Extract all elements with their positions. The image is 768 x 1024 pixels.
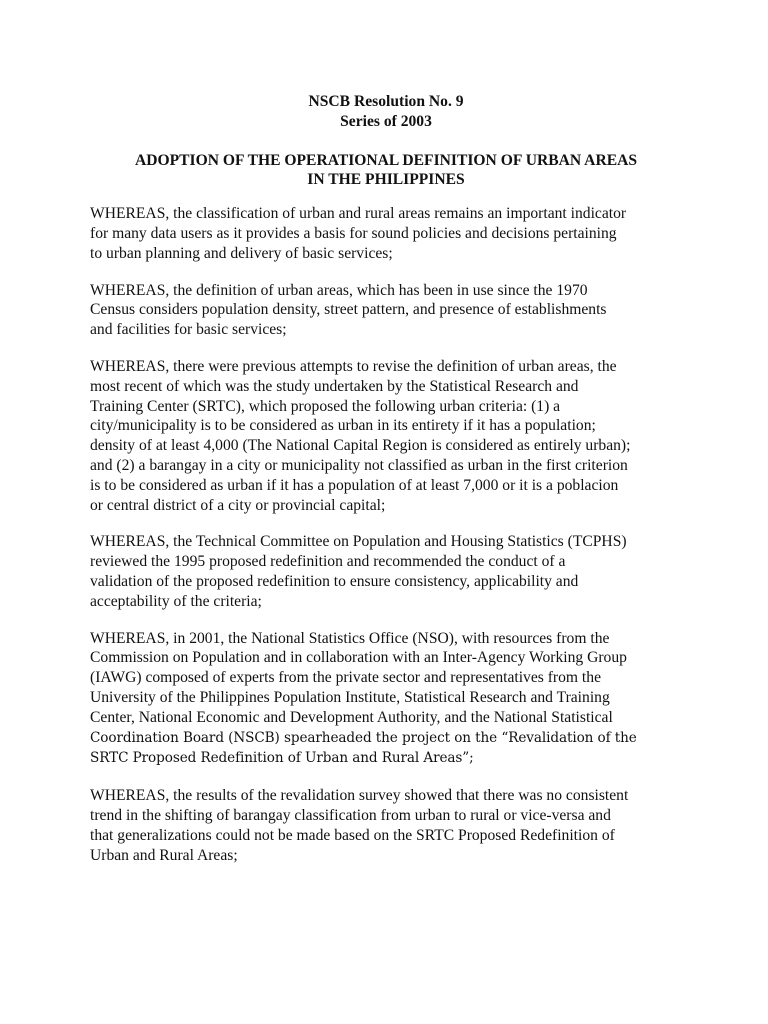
whereas-paragraph-5-main: WHEREAS, in 2001, the National Statistics Office (NSO), with resources from the Commission on Population and in collaboration with an Inter-Agency Working Group (IAWG) composed of experts from the private sector and representatives from the University of the Philippines Population Institute, Statistical Research and Training Center, National Economic and Development Authority, and the National Statistical — [90, 629, 627, 726]
document-body — [90, 92, 682, 865]
whereas-paragraph-5-tail: Coordination Board (NSCB) spearheaded the project on the “Revalidation of the SRTC Proposed Redefinition of Urban and Rural Areas”; — [90, 729, 637, 767]
resolution-number: NSCB Resolution No. 9 — [308, 93, 464, 110]
whereas-paragraph-6: WHEREAS, the results of the revalidation survey showed that there was no consistent trend in the shifting of barangay classification from urban to rural or vice-versa and that generalizations could not be made based on the SRTC Proposed Redefinition of Urban and Rural Areas; — [90, 787, 629, 864]
whereas-paragraph-3: WHEREAS, there were previous attempts to revise the definition of urban areas, the most recent of which was the study undertaken by the Statistical Research and Training Center (SRTC), which proposed the following urban criteria: (1) a city/municipality is to be considered as urban in its entirety if it has a population; density of at least 4,000 (The National Capital Region is considered as entirely urban); and (2) a barangay in a city or municipality not classified as urban in the first criterion is to be considered as urban if it has a population of at least 7,000 or it is a poblacion or central district of a city or provincial capital; — [90, 357, 631, 514]
whereas-paragraph-4: WHEREAS, the Technical Committee on Population and Housing Statistics (TCPHS) reviewed the 1995 proposed redefinition and recommended the conduct of a validation of the proposed redefinition to ensure consistency, applicability and acceptability of the criteria; — [90, 533, 627, 610]
resolution-title-line1: ADOPTION OF THE OPERATIONAL DEFINITION OF URBAN AREAS — [134, 151, 638, 169]
whereas-paragraph-2: WHEREAS, the definition of urban areas, which has been in use since the 1970 Census considers population density, street pattern, and presence of establishments and facilities for basic services; — [90, 281, 607, 339]
resolution-title-line2: IN THE PHILIPPINES — [307, 171, 465, 189]
resolution-series: Series of 2003 — [340, 112, 432, 130]
whereas-paragraph-1: WHEREAS, the classification of urban and rural areas remains an important indicator for many data users as it provides a basis for sound policies and decisions pertaining to urban planning and delivery of basic services; — [90, 205, 627, 262]
whereas-paragraph-5 — [90, 629, 682, 770]
